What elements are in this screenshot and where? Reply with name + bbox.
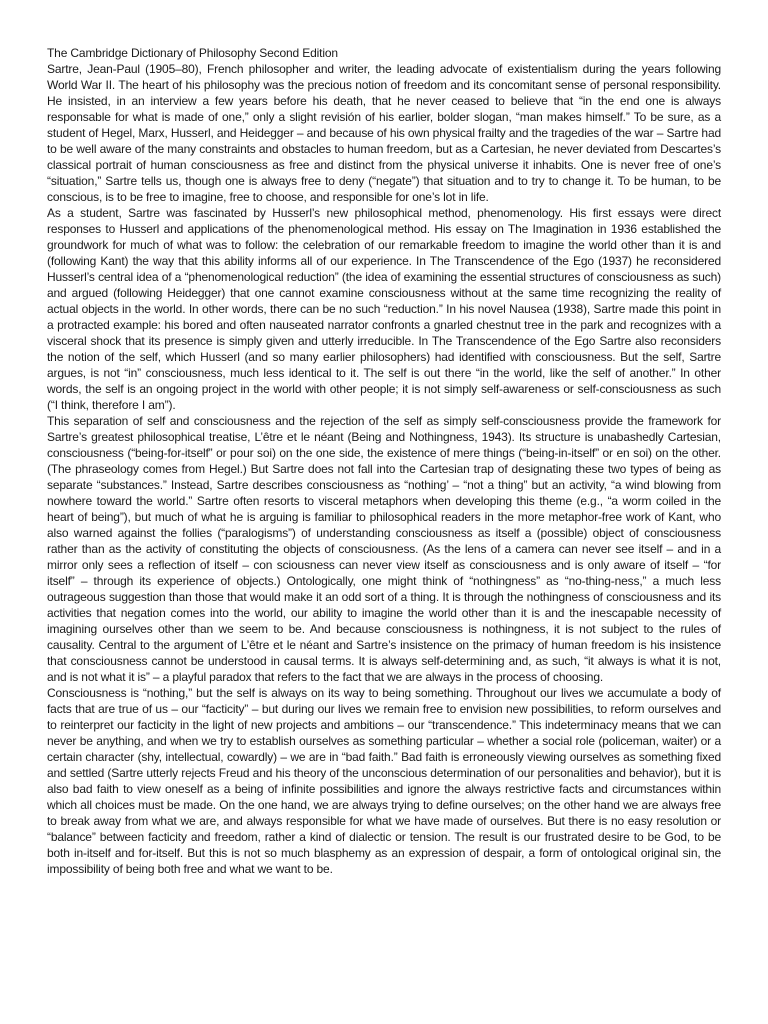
document-page bbox=[47, 45, 721, 877]
paragraph-phenomenology: As a student, Sartre was fascinated by Husserl’s new philosophical method, phenomenology. His first essays were direct responses to Husserl and applications of the phenomenological method. His essay on The Imagination in 1936 established the groundwork for much of what was to follow: the celebration of our remarkable freedom to imagine the world other than it is and (following Kant) the way that this ability informs all of our experience. In The Transcendence of the Ego (1937) he reconsidered Husserl’s central idea of a “phenomenological reduction” (the idea of examining the essential structures of consciousness as such) and argued (following Heidegger) that one cannot examine consciousness without at the same time recognizing the reality of actual objects in the world. In other words, there can be no such “reduction.” In his novel Nausea (1938), Sartre made this point in a protracted example: his bored and often nauseated narrator confronts a gnarled chestnut tree in the park and recognizes with a visceral shock that its presence is simply given and utterly irreducible. In The Transcendence of the Ego Sartre also reconsiders the notion of the self, which Husserl (and so many earlier philosophers) had identified with consciousness. But the self, Sartre argues, is not “in” consciousness, much less identical to it. The self is out there “in the world, like the self of another.” In other words, the self is an ongoing project in the world with other people; it is not simply self-awareness or self-consciousness as such (“I think, therefore I am”). bbox=[47, 206, 721, 412]
paragraph-intro: Sartre, Jean-Paul (1905–80), French philosopher and writer, the leading advocate of existentialism during the years following World War II. The heart of his philosophy was the precious notion of freedom and its concomitant sense of personal responsibility. He insisted, in an interview a few years before his death, that he never ceased to believe that “in the end one is always responsable for what is made of one,” only a slight revisión of his earlier, bolder slogan, “man makes himself.” To be sure, as a student of Hegel, Marx, Husserl, and Heidegger – and because of his own physical frailty and the tragedies of the war – Sartre had to be well aware of the many constraints and obstacles to human freedom, but as a Cartesian, he never deviated from Descartes’s classical portrait of human consciousness as free and distinct from the physical universe it inhabits. One is never free of one’s “situation,” Sartre tells us, though one is always free to deny (“negate”) that situation and to try to change it. To be human, to be conscious, is to be free to imagine, free to choose, and responsible for one’s lot in life. bbox=[47, 62, 721, 204]
paragraph-bad-faith: Consciousness is “nothing,” but the self is always on its way to being something. Throughout our lives we accumulate a body of facts that are true of us – our “facticity” – but during our lives we remain free to envision new possibilities, to reform ourselves and to reinterpret our facticity in the light of new projects and ambitions – our “transcendence.” This indeterminacy means that we can never be anything, and when we try to establish ourselves as something particular – whether a social role (policeman, waiter) or a certain character (shy, intellectual, cowardly) – we are in “bad faith.” Bad faith is erroneously viewing ourselves as something fixed and settled (Sartre utterly rejects Freud and his theory of the unconscious determination of our personalities and behavior), but it is also bad faith to view oneself as a being of infinite possibilities and ignore the always restrictive facts and circumstances within which all choices must be made. On the one hand, we are always trying to define ourselves; on the other hand we are always free to break away from what we are, and always responsible for what we have made of ourselves. But there is no easy resolution or “balance” between facticity and freedom, rather a kind of dialectic or tension. The result is our frustrated desire to be God, to be both in-itself and for-itself. But this is not so much blasphemy as an expression of despair, a form of ontological original sin, the impossibility of being both free and what we want to be. bbox=[47, 686, 721, 876]
document-title: The Cambridge Dictionary of Philosophy Second Edition bbox=[47, 46, 338, 60]
paragraph-being-and-nothingness: This separation of self and consciousness and the rejection of the self as simply self-consciousness provide the framework for Sartre’s greatest philosophical treatise, L’être et le néant (Being and Nothingness, 1943). Its structure is unabashedly Cartesian, consciousness (“being-for-itself” or pour soi) on the one side, the existence of mere things (“being-in-itself” or en soi) on the other. (The phraseology comes from Hegel.) But Sartre does not fall into the Cartesian trap of designating these two types of being as separate “substances.” Instead, Sartre describes consciousness as “nothing’ – “not a thing” but an activity, “a wind blowing from nowhere toward the world.” Sartre often resorts to visceral metaphors when developing this theme (e.g., “a worm coiled in the heart of being”), but much of what he is arguing is familiar to philosophical readers in the more metaphor-free work of Kant, who also warned against the follies (“paralogisms”) of understanding consciousness as itself a (possible) object of consciousness rather than as the activity of constituting the objects of consciousness. (As the lens of a camera can never see itself – and in a mirror only sees a reflection of itself – con sciousness can never view itself as consciousness and is only aware of itself – “for itself” – through its experience of objects.) Ontologically, one might think of “nothingness” as “no-thing-ness,” a much less outrageous suggestion than those that would make it an odd sort of a thing. It is through the nothingness of consciousness and its activities that negation comes into the world, our ability to imagine the world other than it is and the inescapable necessity of imagining ourselves other than we seem to be. And because consciousness is nothingness, it is not subject to the rules of causality. Central to the argument of L’être et le néant and Sartre’s insistence on the primacy of human freedom is his insistence that consciousness cannot be understood in causal terms. It is always self-determining and, as such, “it always is what it is not, and is not what it is” – a playful paradox that refers to the fact that we are always in the process of choosing. bbox=[47, 414, 721, 684]
